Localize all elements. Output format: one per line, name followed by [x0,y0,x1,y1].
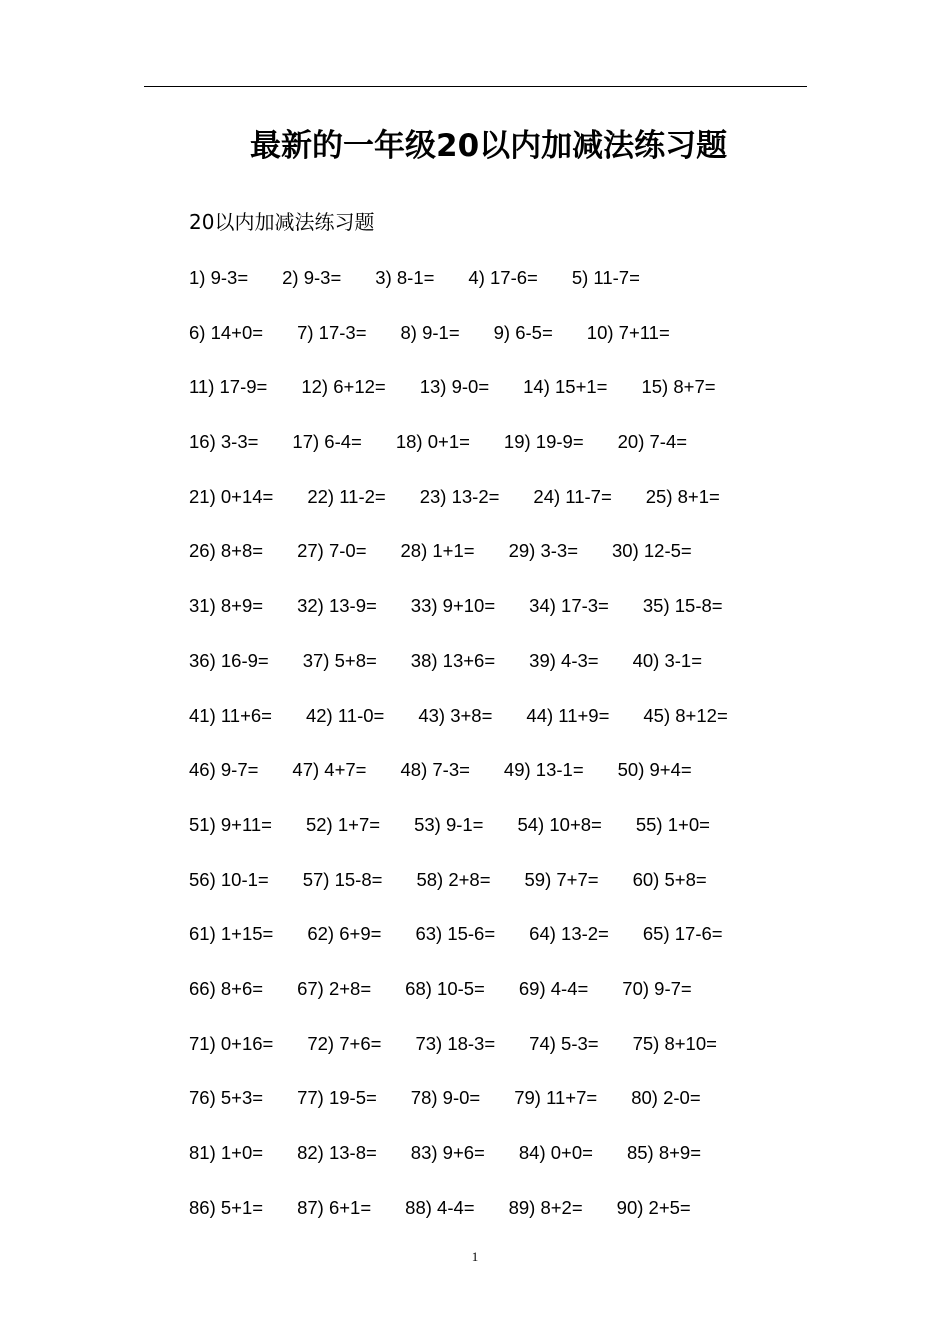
problem-item: 49) 13-1= [503,759,584,781]
problem-item: 37) 5+8= [302,649,377,671]
problem-row [189,427,789,457]
problem-item: 86) 5+1= [189,1196,264,1218]
problem-item: 61) 1+15= [189,923,274,945]
problem-item: 42) 11-0= [305,704,385,726]
problem-item: 77) 19-5= [297,1087,377,1109]
problem-item: 39) 4-3= [529,649,599,671]
problem-item: 81) 1+0= [189,1142,264,1163]
problem-row [189,865,789,895]
problem-item: 22) 11-2= [307,485,386,507]
problem-row [189,1083,789,1113]
problem-item: 83) 9+6= [410,1142,485,1163]
problem-item: 87) 6+1= [297,1196,372,1218]
problem-row [189,755,789,785]
problem-item: 38) 13+6= [410,649,496,671]
problem-item: 14) 15+1= [523,376,608,398]
problem-item: 48) 7-3= [400,759,470,781]
problem-item: 51) 9+11= [189,813,272,835]
problem-item: 59) 7+7= [524,868,599,890]
problem-item: 33) 9+10= [410,595,496,617]
problem-item: 85) 8+9= [626,1142,702,1163]
problem-item: 16) 3-3= [189,431,259,453]
problem-item: 11) 17-9= [189,376,268,398]
problem-item: 58) 2+8= [416,868,491,890]
problem-item: 4) 17-6= [468,267,538,288]
problem-item: 64) 13-2= [529,923,609,945]
problem-row [189,372,789,402]
problem-item: 63) 15-6= [415,923,496,945]
problem-row [189,1138,789,1168]
problem-item: 25) 8+1= [645,485,720,507]
problem-item: 3) 8-1= [375,267,435,288]
problem-item: 46) 9-7= [189,759,259,781]
problem-item: 84) 0+0= [518,1142,593,1163]
problem-item: 44) 11+9= [526,704,610,726]
problem-item: 69) 4-4= [518,977,589,999]
problem-row [189,974,789,1004]
problem-item: 68) 10-5= [405,977,485,999]
problem-item: 17) 6-4= [292,431,362,453]
problem-item: 27) 7-0= [297,540,367,562]
problem-list [189,263,789,1247]
problem-item: 52) 1+7= [305,813,381,835]
problem-item: 43) 3+8= [418,704,493,726]
problem-item: 76) 5+3= [189,1087,264,1109]
problem-item: 60) 5+8= [632,868,707,890]
problem-item: 12) 6+12= [301,376,386,398]
problem-item: 24) 11-7= [533,485,612,507]
problem-item: 30) 12-5= [612,540,692,562]
problem-item: 1) 9-3= [189,267,249,288]
problem-row [189,263,789,293]
problem-row [189,701,789,731]
problem-item: 41) 11+6= [189,704,272,726]
problem-item: 47) 4+7= [292,759,367,781]
problem-item: 7) 17-3= [297,321,367,343]
problem-row [189,1029,789,1059]
problem-item: 20) 7-4= [617,431,688,453]
problem-item: 74) 5-3= [529,1032,599,1054]
problem-item: 82) 13-8= [297,1142,377,1163]
problem-item: 13) 9-0= [419,376,490,398]
problem-item: 79) 11+7= [514,1087,598,1109]
problem-item: 28) 1+1= [400,540,475,562]
problem-item: 31) 8+9= [189,595,264,617]
problem-item: 35) 15-8= [642,595,723,617]
header-rule [144,86,807,87]
problem-item: 80) 2-0= [631,1087,701,1109]
problem-item: 29) 3-3= [508,540,578,562]
problem-item: 78) 9-0= [410,1087,481,1109]
problem-item: 40) 3-1= [632,649,702,671]
problem-item: 75) 8+10= [632,1032,717,1054]
problem-item: 89) 8+2= [508,1196,583,1218]
problem-row [189,646,789,676]
page-title: 最新的一年级20以内加减法练习题 [250,128,728,164]
problem-item: 26) 8+8= [189,540,264,562]
problem-item: 73) 18-3= [415,1032,496,1054]
problem-item: 57) 15-8= [302,868,383,890]
problem-item: 5) 11-7= [571,267,640,288]
problem-item: 88) 4-4= [405,1196,475,1218]
problem-item: 65) 17-6= [642,923,723,945]
problem-item: 18) 0+1= [395,431,470,453]
problem-row [189,1193,789,1223]
section-subtitle: 20以内加减法练习题 [189,210,375,234]
problem-row [189,482,789,512]
problem-item: 56) 10-1= [189,868,269,890]
problem-item: 6) 14+0= [189,321,264,343]
page-number: 1 [471,1249,479,1264]
problem-item: 55) 1+0= [635,813,710,835]
problem-row [189,919,789,949]
problem-item: 53) 9-1= [414,813,484,835]
problem-item: 19) 19-9= [503,431,584,453]
problem-item: 36) 16-9= [189,649,269,671]
problem-item: 23) 13-2= [419,485,500,507]
problem-item: 71) 0+16= [189,1032,274,1054]
problem-item: 2) 9-3= [282,267,342,288]
problem-item: 21) 0+14= [189,485,274,507]
problem-item: 15) 8+7= [641,376,716,398]
problem-item: 9) 6-5= [493,321,553,343]
problem-row [189,536,789,566]
problem-item: 67) 2+8= [297,977,372,999]
problem-item: 45) 8+12= [643,704,728,726]
problem-item: 70) 9-7= [622,977,692,999]
problem-item: 72) 7+6= [307,1032,382,1054]
problem-item: 50) 9+4= [617,759,692,781]
problem-row [189,810,789,840]
problem-item: 32) 13-9= [297,595,377,617]
problem-item: 62) 6+9= [307,923,382,945]
problem-item: 10) 7+11= [586,321,670,343]
problem-item: 90) 2+5= [616,1196,691,1218]
problem-row [189,318,789,348]
problem-item: 34) 17-3= [529,595,609,617]
problem-row [189,591,789,621]
problem-item: 54) 10+8= [517,813,602,835]
problem-item: 8) 9-1= [400,321,460,343]
problem-item: 66) 8+6= [189,977,264,999]
